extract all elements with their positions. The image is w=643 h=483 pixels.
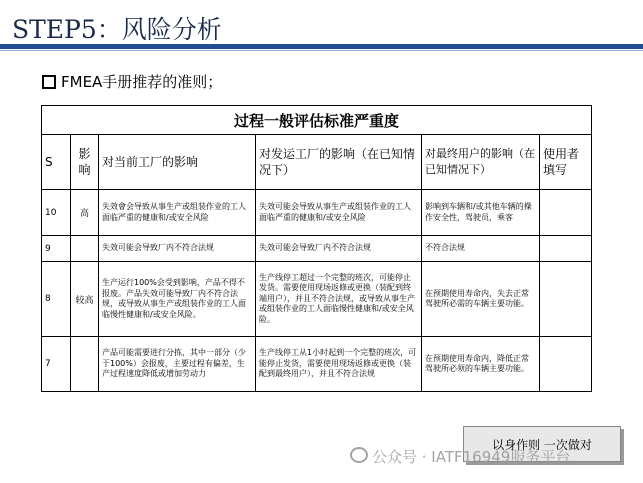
page-title: STEP5：风险分析	[12, 15, 222, 44]
cell-user-fill[interactable]	[540, 337, 592, 392]
cell-end-user: 不符合法规	[422, 236, 540, 262]
header-ship: 对发运工厂的影响（在已知情况下）	[256, 135, 422, 190]
title-divider	[0, 44, 643, 49]
cell-impact: 较高	[71, 262, 99, 337]
cell-s: 7	[42, 337, 71, 392]
cell-ship: 生产线停工从1小时起到一个完整的班次，可能停止发货，需要使用现场返修或更换（装配到最终用户），并且不符合法规	[256, 337, 422, 392]
cell-end-user: 在预期使用寿命内，降低正常驾驶所必须的车辆主要功能。	[422, 337, 540, 392]
cell-plant: 生产运行100%会受到影响，产品不得不报废。产品失效可能导致厂内不符合法规，或导致从事生产或组装作业的工人面临慢性健康和/或安全风险。	[99, 262, 256, 337]
header-s: S	[42, 135, 71, 190]
cell-impact	[71, 337, 99, 392]
cell-user-fill[interactable]	[540, 262, 592, 337]
cell-s: 8	[42, 262, 71, 337]
checkbox-icon	[42, 75, 56, 89]
cell-s: 10	[42, 190, 71, 236]
subtitle	[42, 71, 222, 92]
severity-table	[41, 105, 592, 392]
cell-end-user: 影响到车辆和/或其他车辆的操作安全性，驾驶员，乘客	[422, 190, 540, 236]
cell-user-fill[interactable]	[540, 190, 592, 236]
table-title: 过程一般评估标准严重度	[42, 106, 592, 135]
motto-badge: 以身作则 一次做对	[463, 426, 621, 462]
cell-ship: 失效可能会导致厂内不符合法规	[256, 236, 422, 262]
cell-ship: 生产线停工超过一个完整的班次，可能停止发货。需要使用现场返修或更换（装配到终端用户），并且不符合法规，或导致从事生产或组装作业的工人面临慢性健康和/或安全风险。	[256, 262, 422, 337]
wechat-icon	[350, 447, 368, 463]
header-end-user: 对最终用户的影响（在已知情况下）	[422, 135, 540, 190]
table-row	[42, 190, 592, 236]
table-row	[42, 236, 592, 262]
cell-ship: 失效可能会导致从事生产或组装作业的工人面临严重的健康和/或安全风险	[256, 190, 422, 236]
header-plant: 对当前工厂的影响	[99, 135, 256, 190]
cell-s: 9	[42, 236, 71, 262]
cell-plant: 失效會会导致从事生产或组装作业的工人面临严重的健康和/或安全风险	[99, 190, 256, 236]
subtitle-text: FMEA手册推荐的准则；	[61, 73, 223, 91]
watermark-text: 公众号 · IATF16949服务平台	[372, 448, 571, 466]
cell-plant: 失效可能会导致厂内不符合法规	[99, 236, 256, 262]
cell-impact: 高	[71, 190, 99, 236]
header-impact: 影响	[71, 135, 99, 190]
cell-plant: 产品可能需要进行分拣，其中一部分（少于100%）会报废，主要过程有偏差，生产过程速度降低或增加劳动力	[99, 337, 256, 392]
cell-user-fill[interactable]	[540, 236, 592, 262]
table-header-row	[42, 135, 592, 190]
watermark	[350, 446, 570, 467]
title-divider-thin	[0, 50, 643, 51]
cell-impact	[71, 236, 99, 262]
table-row	[42, 262, 592, 337]
header-user-fill: 使用者填写	[540, 135, 592, 190]
cell-end-user: 在预期使用寿命内，失去正常驾驶所必需的车辆主要功能。	[422, 262, 540, 337]
table-row	[42, 337, 592, 392]
